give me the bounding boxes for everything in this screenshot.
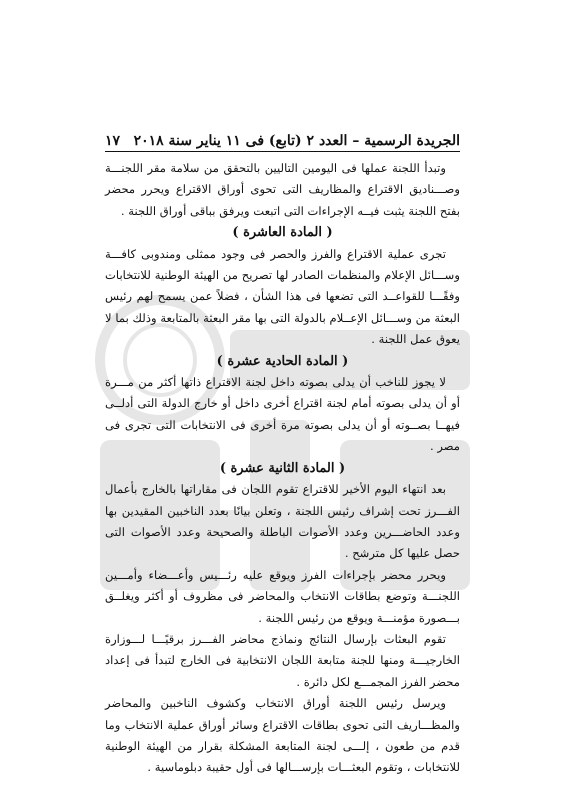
paragraph-1: وتبدأ اللجنة عملها فى اليومين التاليين بالتحقق من سلامة مقر اللجنـــة وصـــناديق الاقتراع والمظاريف التى تحوى أوراق الاقتراع ويحرر محضر بفتح اللجنة يثبت فيــه الإجراءات التى اتبعت ويرفق بباقى أوراق اللجنة . — [105, 161, 460, 218]
paragraph-3: لا يجوز للناخب أن يدلى بصوته داخل لجنة الاقتراع ذاتها أكثر من مـــرة أو أن يدلى بصوته أمام لجنة اقتراع أخرى داخل أو خارج الدولة التى أدلــى فيهــا بصــوته أو أن يدلى بصوته مرة أخرى فى الانتخابات التى تجرى فى مصر . — [105, 375, 460, 454]
article-10-heading: ( المادة العاشرة ) — [232, 225, 333, 241]
paragraph-2: تجرى عملية الاقتراع والفرز والحصر فى وجود ممثلى ومندوبى كافـــة وســـائل الإعلام والمنظمات الصادر لها تصريح من الهيئة الوطنية للانتخابات وفقًـــا للقواعــد التى تضعها فى هذا الشأن ، فضلاً عمن يسمح لهم رئيس البعثة من وســـائل الإعــلام بالدولة التى بها مقر البعثة بالمتابعة وذلك بما لا يعوق عمل اللجنة . — [105, 246, 460, 347]
paragraph-4: بعد انتهاء اليوم الأخير للاقتراع تقوم اللجان فى مقاراتها بالخارج بأعمال الفـــرز تحت إشراف رئيس اللجنة ، وتعلن بيانًا بعدد الناخبين المقيدين بها وعدد الحاضـــرين وعدد الأصوات الباطلة والصحيحة وعدد الأصوات التى حصل عليها كل مترشح . — [105, 482, 460, 561]
paragraph-5: ويحرر محضر بإجراءات الفرز ويوقع عليه رئـــيس وأعـــضاء وأمـــين اللجنـــة وتوضع بطاقات الانتخاب والمحاضر فى مظروف أو أكثر ويغلــق بـــصورة مؤمنـــة ويوقع من رئيس اللجنة . — [105, 567, 460, 625]
paragraph-6: تقوم البعثات بإرسال النتائج ونماذج محاضر الفـــرز برقيًـــا لـــوزارة الخارجيـــة ومنها للجنة متابعة اللجان الانتخابية فى الخارج لتبدأ فى إعداد محضر الفرز المجمـــع لكل دائرة . — [105, 631, 460, 689]
paragraph-7: ويرسل رئيس اللجنة أوراق الانتخاب وكشوف الناخبين والمحاضر والمظـــاريف التى تحوى بطاقات الاقتراع وسائر أوراق عملية الانتخاب وما قدم من طعون ، إلـــى لجنة المتابعة المشكلة بقرار من الهيئة الوطنية للانتخابات ، وتقوم البعثـــات بإرســـالها فى أول حقيبة دبلوماسية . — [105, 696, 460, 775]
page-header — [105, 127, 460, 149]
article-11-heading: ( المادة الحادية عشرة ) — [216, 353, 349, 369]
header-divider — [105, 151, 460, 152]
article-12-heading: ( المادة الثانية عشرة ) — [219, 460, 346, 476]
document-body — [105, 158, 460, 779]
header-title: الجريدة الرسمية – العدد ٢ (تابع) فى ١١ يناير سنة ٢٠١٨ — [133, 133, 460, 149]
page-number: ١٧ — [105, 133, 121, 149]
